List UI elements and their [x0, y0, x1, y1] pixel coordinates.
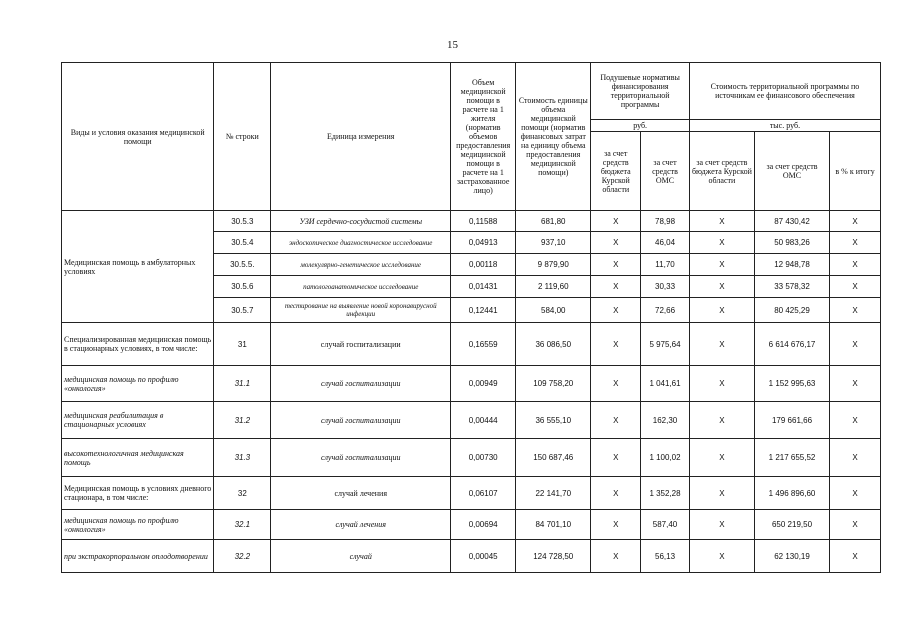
group-label: Медицинская помощь в амбулаторных условиях: [62, 211, 214, 323]
percent-cell: Х: [830, 254, 881, 276]
st-budget-cell: Х: [689, 439, 754, 477]
pn-budget-cell: Х: [591, 254, 641, 276]
cost-cell: 109 758,20: [516, 366, 591, 402]
st-oms-cell: 33 578,32: [754, 276, 829, 298]
volume-cell: 0,00444: [451, 402, 516, 439]
percent-cell: Х: [830, 298, 881, 323]
header-unit-cost: Стоимость единицы объема медицинской помощи (норматив финансовых затрат на единицу объема предоставления медицинской помощи): [516, 63, 591, 211]
pn-oms-cell: 1 041,61: [641, 366, 690, 402]
st-budget-cell: Х: [689, 540, 754, 573]
table-row: [62, 366, 881, 402]
st-budget-cell: Х: [689, 232, 754, 254]
header-kind: Виды и условия оказания медицинской помощи: [62, 63, 214, 211]
header-per-capita: Подушевые нормативы финансирования территориальной программы: [591, 63, 690, 120]
header-unit-rub: руб.: [591, 120, 690, 132]
row-number: 31.2: [214, 402, 271, 439]
volume-cell: 0,00694: [451, 510, 516, 540]
volume-cell: 0,16559: [451, 323, 516, 366]
percent-cell: Х: [830, 276, 881, 298]
table-row: [62, 402, 881, 439]
row-number: 31: [214, 323, 271, 366]
row-number: 30.5.5.: [214, 254, 271, 276]
st-oms-cell: 80 425,29: [754, 298, 829, 323]
unit-cell: случай госпитализации: [271, 402, 451, 439]
cost-cell: 9 879,90: [516, 254, 591, 276]
row-number: 30.5.3: [214, 211, 271, 232]
pn-oms-cell: 1 100,02: [641, 439, 690, 477]
pn-budget-cell: Х: [591, 323, 641, 366]
volume-cell: 0,04913: [451, 232, 516, 254]
unit-cell: случай госпитализации: [271, 439, 451, 477]
volume-cell: 0,00045: [451, 540, 516, 573]
table-row: [62, 323, 881, 366]
cost-cell: 681,80: [516, 211, 591, 232]
st-budget-cell: Х: [689, 298, 754, 323]
percent-cell: Х: [830, 211, 881, 232]
pn-oms-cell: 5 975,64: [641, 323, 690, 366]
table-row: [62, 477, 881, 510]
unit-cell: случай: [271, 540, 451, 573]
cost-cell: 2 119,60: [516, 276, 591, 298]
volume-cell: 0,00730: [451, 439, 516, 477]
percent-cell: Х: [830, 510, 881, 540]
st-oms-cell: 6 614 676,17: [754, 323, 829, 366]
header-unit: Единица измерения: [271, 63, 451, 211]
st-budget-cell: Х: [689, 477, 754, 510]
row-number: 30.5.6: [214, 276, 271, 298]
st-budget-cell: Х: [689, 366, 754, 402]
row-number: 31.1: [214, 366, 271, 402]
financing-table: [61, 62, 881, 573]
cost-cell: 22 141,70: [516, 477, 591, 510]
st-budget-cell: Х: [689, 323, 754, 366]
pn-budget-cell: Х: [591, 366, 641, 402]
cost-cell: 36 086,50: [516, 323, 591, 366]
st-budget-cell: Х: [689, 276, 754, 298]
st-oms-cell: 1 496 896,60: [754, 477, 829, 510]
st-oms-cell: 179 661,66: [754, 402, 829, 439]
pn-budget-cell: Х: [591, 510, 641, 540]
st-oms-cell: 1 217 655,52: [754, 439, 829, 477]
header-per-capita-budget: за счет средств бюджета Курской области: [591, 132, 641, 211]
unit-cell: УЗИ сердечно-сосудистой системы: [271, 211, 451, 232]
unit-cell: случай лечения: [271, 510, 451, 540]
cost-cell: 937,10: [516, 232, 591, 254]
header-cost-oms: за счет средств ОМС: [754, 132, 829, 211]
pn-oms-cell: 72,66: [641, 298, 690, 323]
pn-budget-cell: Х: [591, 477, 641, 510]
header-unit-thousand-rub: тыс. руб.: [689, 120, 880, 132]
pn-oms-cell: 587,40: [641, 510, 690, 540]
table-row: [62, 211, 881, 232]
header-per-capita-oms: за счет средств ОМС: [641, 132, 690, 211]
percent-cell: Х: [830, 540, 881, 573]
cost-cell: 150 687,46: [516, 439, 591, 477]
unit-cell: эндоскопическое диагностическое исследование: [271, 232, 451, 254]
volume-cell: 0,00118: [451, 254, 516, 276]
st-oms-cell: 87 430,42: [754, 211, 829, 232]
st-oms-cell: 62 130,19: [754, 540, 829, 573]
percent-cell: Х: [830, 439, 881, 477]
pn-oms-cell: 11,70: [641, 254, 690, 276]
volume-cell: 0,01431: [451, 276, 516, 298]
st-oms-cell: 650 219,50: [754, 510, 829, 540]
percent-cell: Х: [830, 366, 881, 402]
header-cost-percent: в % к итогу: [830, 132, 881, 211]
kind-cell: Медицинская помощь в условиях дневного стационара, в том числе:: [62, 477, 214, 510]
st-budget-cell: Х: [689, 254, 754, 276]
header-row-number: № строки: [214, 63, 271, 211]
cost-cell: 124 728,50: [516, 540, 591, 573]
percent-cell: Х: [830, 232, 881, 254]
kind-cell: медицинская помощь по профилю «онкология»: [62, 510, 214, 540]
unit-cell: случай лечения: [271, 477, 451, 510]
unit-cell: патологоанатомическое исследование: [271, 276, 451, 298]
st-oms-cell: 50 983,26: [754, 232, 829, 254]
kind-cell: Специализированная медицинская помощь в стационарных условиях, в том числе:: [62, 323, 214, 366]
unit-cell: тестирование на выявление новой коронавирусной инфекции: [271, 298, 451, 323]
row-number: 30.5.4: [214, 232, 271, 254]
header-cost-budget: за счет средств бюджета Курской области: [689, 132, 754, 211]
volume-cell: 0,11588: [451, 211, 516, 232]
percent-cell: Х: [830, 477, 881, 510]
header-volume: Объем медицинской помощи в расчете на 1 жителя (норматив объемов предоставления медицинской помощи в расчете на 1 застрахованное лицо): [451, 63, 516, 211]
unit-cell: молекулярно-генетическое исследование: [271, 254, 451, 276]
pn-budget-cell: Х: [591, 402, 641, 439]
pn-oms-cell: 56,13: [641, 540, 690, 573]
pn-oms-cell: 46,04: [641, 232, 690, 254]
volume-cell: 0,00949: [451, 366, 516, 402]
percent-cell: Х: [830, 323, 881, 366]
unit-cell: случай госпитализации: [271, 323, 451, 366]
cost-cell: 84 701,10: [516, 510, 591, 540]
pn-oms-cell: 78,98: [641, 211, 690, 232]
kind-cell: высокотехнологичная медицинская помощь: [62, 439, 214, 477]
row-number: 32.2: [214, 540, 271, 573]
pn-budget-cell: Х: [591, 439, 641, 477]
pn-oms-cell: 162,30: [641, 402, 690, 439]
cost-cell: 36 555,10: [516, 402, 591, 439]
row-number: 30.5.7: [214, 298, 271, 323]
pn-oms-cell: 1 352,28: [641, 477, 690, 510]
st-budget-cell: Х: [689, 211, 754, 232]
header-program-cost: Стоимость территориальной программы по источникам ее финансового обеспечения: [689, 63, 880, 120]
percent-cell: Х: [830, 402, 881, 439]
pn-budget-cell: Х: [591, 211, 641, 232]
cost-cell: 584,00: [516, 298, 591, 323]
pn-budget-cell: Х: [591, 276, 641, 298]
table-row: [62, 439, 881, 477]
table-row: [62, 540, 881, 573]
pn-budget-cell: Х: [591, 232, 641, 254]
row-number: 32: [214, 477, 271, 510]
volume-cell: 0,12441: [451, 298, 516, 323]
kind-cell: медицинская реабилитация в стационарных условиях: [62, 402, 214, 439]
row-number: 32.1: [214, 510, 271, 540]
st-budget-cell: Х: [689, 402, 754, 439]
volume-cell: 0,06107: [451, 477, 516, 510]
pn-budget-cell: Х: [591, 298, 641, 323]
unit-cell: случай госпитализации: [271, 366, 451, 402]
st-oms-cell: 1 152 995,63: [754, 366, 829, 402]
kind-cell: при экстракорпоральном оплодотворении: [62, 540, 214, 573]
st-oms-cell: 12 948,78: [754, 254, 829, 276]
table-row: [62, 510, 881, 540]
page-number: 15: [447, 39, 458, 51]
pn-oms-cell: 30,33: [641, 276, 690, 298]
row-number: 31.3: [214, 439, 271, 477]
kind-cell: медицинская помощь по профилю «онкология»: [62, 366, 214, 402]
pn-budget-cell: Х: [591, 540, 641, 573]
st-budget-cell: Х: [689, 510, 754, 540]
